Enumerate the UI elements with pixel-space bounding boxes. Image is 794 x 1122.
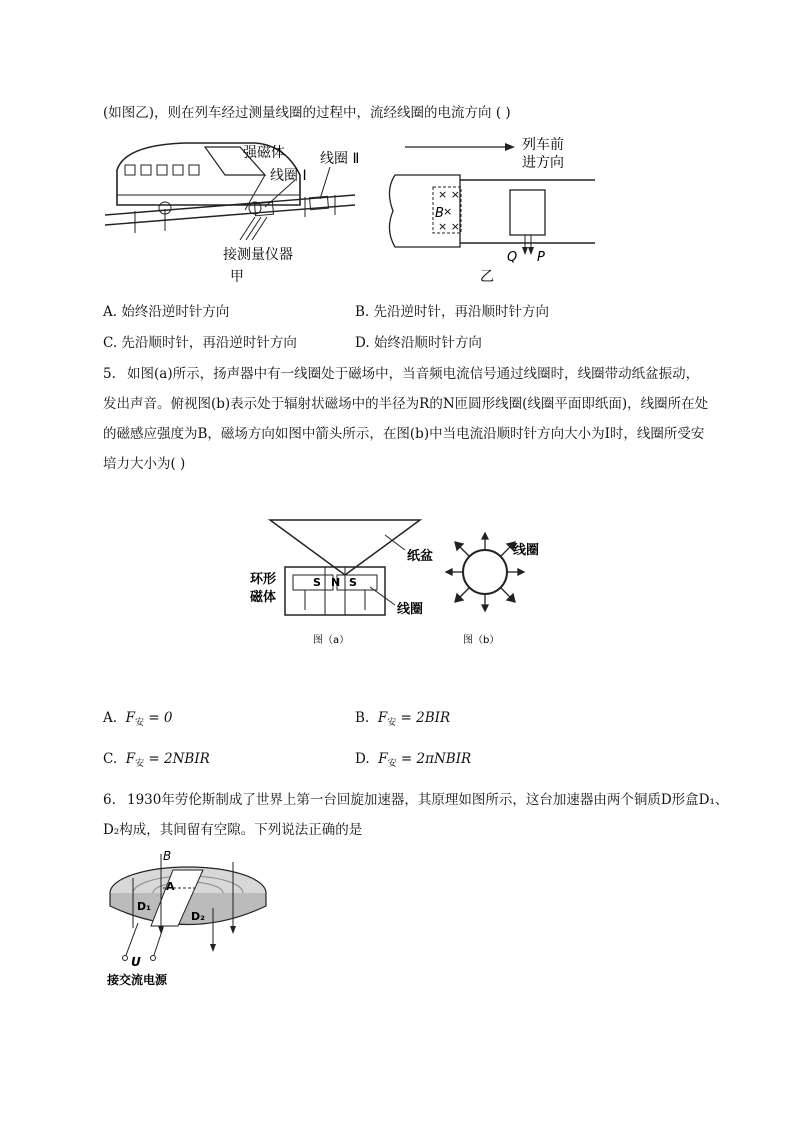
label-magnet-2: 磁体 <box>250 590 277 605</box>
track-figure-yi <box>385 135 605 285</box>
q4-option-b: B. 先沿逆时针，再沿顺时针方向 <box>355 304 550 320</box>
q4-stem-end: (如图乙)，则在列车经过测量线圈的过程中，流经线圈的电流方向 ( ) <box>103 105 511 121</box>
q6-line-1: 1930年劳伦斯制成了世界上第一台回旋加速器，其原理如图所示，这台加速器由两个铜质D形盒D₁、 <box>127 792 729 808</box>
label-direction-2: 进方向 <box>522 155 564 171</box>
q4-option-a: A. 始终沿逆时针方向 <box>103 304 230 320</box>
caption-a: 图（a） <box>313 635 350 646</box>
caption-yi: 乙 <box>480 269 494 285</box>
q4-option-d: D. 始终沿顺时针方向 <box>355 335 482 351</box>
caption-jia: 甲 <box>230 269 244 285</box>
q5-line-3: 的磁感应强度为B，磁场方向如图中箭头所示，在图(b)中当电流沿顺时针方向大小为I时，线圈所受安 <box>103 426 705 442</box>
svg-text:× ×: × × <box>438 220 460 233</box>
label-magnet: 强磁体 <box>243 145 285 161</box>
label-magnet-1: 环形 <box>250 572 277 587</box>
q5-line-4: 培力大小为( ) <box>103 456 186 472</box>
label-b-field: B <box>163 849 172 863</box>
label-d2: D₂ <box>191 910 205 923</box>
q5-number: 5. <box>103 366 116 382</box>
q5-line-2: 发出声音。俯视图(b)表示处于辐射状磁场中的半径为R的N匝圆形线圈(线圈平面即纸面)，线圈所在处 <box>103 396 709 412</box>
label-ac-source: 接交流电源 <box>107 973 168 987</box>
label-s2: S <box>349 576 357 589</box>
label-cone: 纸盆 <box>407 549 434 564</box>
q5-option-d: D. $F_安$ = 2πNBIR <box>355 751 472 769</box>
q5-option-b: B. $F_安 = 2BIR$ <box>355 710 451 728</box>
q5-option-a: A. $F_安 = 0$ <box>103 710 173 728</box>
label-coil-2: 线圈 Ⅱ <box>320 151 360 167</box>
q6-line-2: D₂构成，其间留有空隙。下列说法正确的是 <box>103 822 363 838</box>
label-q: Q <box>507 250 518 265</box>
cyclotron-figure <box>103 848 273 988</box>
q4-option-c: C. 先沿顺时针，再沿逆时针方向 <box>103 335 297 351</box>
coil-figure-b <box>445 532 555 650</box>
label-coil-a: 线圈 <box>397 602 424 617</box>
svg-text:×: × <box>443 205 453 218</box>
label-s1: S <box>313 576 321 589</box>
q5-line-1: 如图(a)所示，扬声器中有一线圈处于磁场中，当音频电流信号通过线圈时，线圈带动纸盆振动， <box>127 366 700 382</box>
speaker-figure-a <box>245 515 445 650</box>
svg-text:× ×: × × <box>438 188 460 201</box>
label-n: N <box>331 576 341 589</box>
label-b: B <box>435 206 444 221</box>
label-instrument: 接测量仪器 <box>223 247 293 263</box>
label-d1: D₁ <box>137 900 151 913</box>
train-figure-jia <box>105 135 365 285</box>
q6-number: 6. <box>103 792 116 808</box>
caption-b: 图（b） <box>463 635 500 646</box>
label-direction-1: 列车前 <box>522 137 564 153</box>
label-coil-1: 线圈 Ⅰ <box>270 168 307 184</box>
q5-option-c: C. $F_安$ = 2NBIR <box>103 751 210 769</box>
label-u: U <box>131 955 141 969</box>
label-p: P <box>537 250 545 265</box>
label-a: A <box>166 880 175 893</box>
label-coil-b: 线圈 <box>513 543 540 558</box>
